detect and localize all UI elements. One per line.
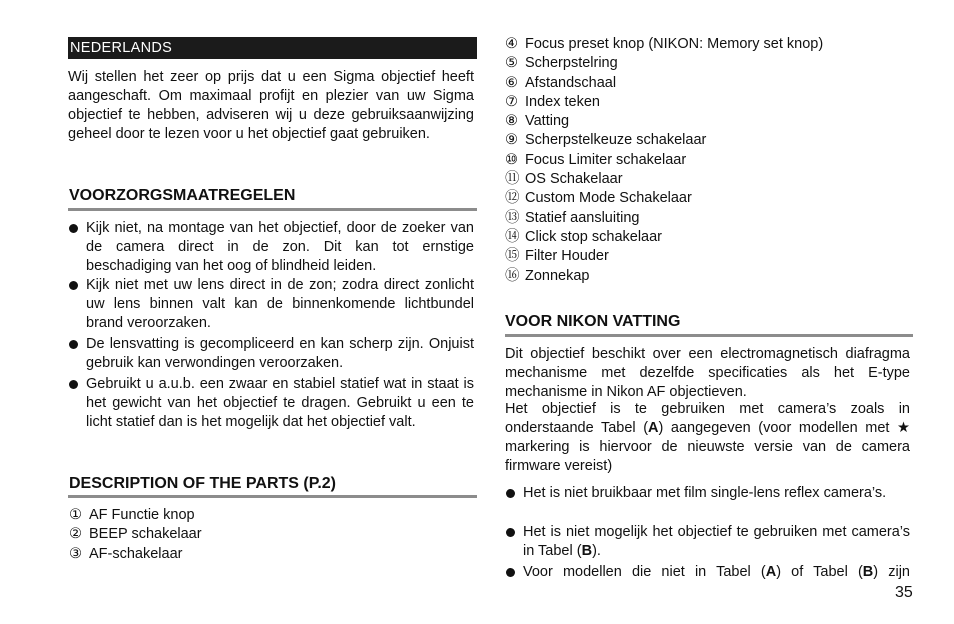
- precaution-text: De lensvatting is gecompliceerd en kan scherp zijn. Onjuist gebruik kan verwondingen veroorzaken.: [86, 336, 474, 371]
- table-a-ref: A: [765, 564, 777, 580]
- part-label: Click stop schakelaar: [525, 228, 662, 245]
- nikon-rule: [505, 334, 913, 337]
- part-label: Vatting: [525, 113, 570, 130]
- part-number: ⑦: [505, 93, 518, 110]
- page-number: 35: [895, 584, 913, 601]
- bullet-text-part: ).: [592, 543, 601, 559]
- part-label: OS Schakelaar: [525, 171, 623, 188]
- part-number: ②: [69, 526, 82, 543]
- bullet-text-part: ) of Tabel (: [776, 564, 863, 580]
- bullet-icon: [506, 528, 515, 537]
- part-label: Statief aansluiting: [525, 209, 640, 226]
- bullet-text-part: ) zijn: [873, 564, 910, 580]
- parts-heading: DESCRIPTION OF THE PARTS (P.2): [69, 475, 336, 492]
- part-label: Index teken: [525, 93, 600, 110]
- part-number: ⑮: [505, 248, 520, 265]
- nikon-heading: VOOR NIKON VATTING: [505, 313, 681, 330]
- nikon-bullet-text: [523, 563, 910, 582]
- part-number: ⑯: [505, 267, 520, 284]
- precaution-item: [69, 219, 474, 276]
- parts-item: [505, 151, 823, 170]
- part-label: AF Functie knop: [89, 507, 195, 523]
- table-a-ref: A: [648, 420, 659, 436]
- parts-item: [505, 228, 823, 247]
- parts-list-left: [69, 506, 202, 564]
- part-number: ⑭: [505, 228, 520, 245]
- part-label: Custom Mode Schakelaar: [525, 190, 692, 207]
- table-b-ref: B: [862, 564, 874, 580]
- parts-rule: [68, 495, 477, 498]
- intro-paragraph: Wij stellen het zeer op prijs dat u een Sigma objectief heeft aangeschaft. Om maximaal profijt en plezier van uw Sigma objectief te hebben, adviseren wij u deze gebruiksaanwijzing geheel door te lezen voor u het objectief gaat gebruiken.: [68, 69, 474, 142]
- parts-item: [505, 93, 823, 112]
- nikon-paragraph-1: Dit objectief beschikt over een electromagnetisch diafragma mechanisme met dezelfde specificaties als het E-type mechanisme in Nikon AF objectieven.: [505, 346, 910, 400]
- part-number: ⑬: [505, 209, 520, 226]
- part-number: ⑥: [505, 74, 518, 91]
- parts-item: [505, 170, 823, 189]
- nikon-bullet: [506, 523, 910, 561]
- nikon-bullet-text: [523, 523, 910, 561]
- part-label: Scherpstelring: [525, 55, 618, 72]
- part-number: ①: [69, 507, 82, 523]
- part-number: ⑩: [505, 151, 518, 168]
- bullet-icon: [69, 380, 78, 389]
- parts-list-right: [505, 35, 823, 286]
- parts-item: [505, 209, 823, 228]
- part-label: Zonnekap: [525, 267, 590, 284]
- parts-item: [69, 525, 202, 544]
- bullet-text-part: Het is niet mogelijk het objectief te gebruiken met camera’s in Tabel (: [523, 524, 910, 559]
- precaution-text: Gebruikt u a.u.b. een zwaar en stabiel statief wat in staat is het gewicht van het objectief te dragen. Gebruikt u een te licht statief dan is het mogelijk dat het objectief valt.: [86, 376, 474, 430]
- part-number: ⑤: [505, 55, 518, 72]
- precaution-text: Kijk niet met uw lens direct in de zon; zodra direct zonlicht uw lens binnen valt kan de binnenkomende lichtbundel brand veroorzaken.: [86, 277, 474, 331]
- part-label: AF-schakelaar: [89, 545, 183, 562]
- part-number: ③: [69, 545, 82, 562]
- part-number: ⑧: [505, 113, 518, 130]
- nikon-bullet: [506, 484, 910, 522]
- parts-item: [505, 112, 823, 131]
- nikon-para2-text: Het objectief is te gebruiken met camera’s zoals in onderstaande Tabel (: [505, 401, 910, 436]
- part-number: ⑪: [505, 171, 520, 188]
- table-b-ref: B: [581, 543, 593, 559]
- precaution-item: [69, 335, 474, 373]
- part-label: Filter Houder: [525, 248, 609, 265]
- parts-item: [505, 35, 823, 54]
- parts-item: [505, 74, 823, 93]
- language-bar: NEDERLANDS: [68, 37, 477, 59]
- nikon-para2-text-2: ) aangegeven (voor modellen met ★ markering is hiervoor de nieuwste versie van de camera firmware vereist): [505, 420, 910, 474]
- part-label: Afstandschaal: [525, 74, 617, 91]
- part-label: BEEP schakelaar: [89, 526, 202, 543]
- bullet-icon: [69, 281, 78, 290]
- parts-item: [69, 506, 202, 525]
- parts-item: [505, 267, 823, 286]
- part-label: Focus Limiter schakelaar: [525, 151, 687, 168]
- part-label: Scherpstelkeuze schakelaar: [525, 132, 707, 149]
- part-label: Focus preset knop (NIKON: Memory set knop): [525, 36, 824, 52]
- precautions-rule: [68, 208, 477, 211]
- bullet-icon: [69, 340, 78, 349]
- parts-item: [505, 131, 823, 150]
- nikon-paragraph-2: [505, 400, 910, 476]
- part-number: ④: [505, 36, 518, 52]
- part-number: ⑫: [505, 190, 520, 207]
- nikon-bullet-text: Het is niet bruikbaar met film single-lens reflex camera’s.: [523, 485, 887, 501]
- bullet-text-part: Voor modellen die niet in Tabel (: [523, 564, 766, 580]
- nikon-bullet: [506, 563, 910, 582]
- precaution-item: [69, 375, 474, 451]
- part-number: ⑨: [505, 132, 518, 149]
- precaution-item: [69, 276, 474, 333]
- parts-item: [505, 54, 823, 73]
- parts-item: [505, 189, 823, 208]
- bullet-icon: [506, 568, 515, 577]
- parts-item: [505, 247, 823, 266]
- precaution-text: Kijk niet, na montage van het objectief, door de zoeker van de camera direct in de zon. Dit kan tot ernstige beschadiging van het oog of blindheid leiden.: [86, 220, 474, 274]
- bullet-icon: [69, 224, 78, 233]
- parts-item: [69, 545, 202, 564]
- precautions-heading: VOORZORGSMAATREGELEN: [69, 187, 296, 204]
- bullet-icon: [506, 489, 515, 498]
